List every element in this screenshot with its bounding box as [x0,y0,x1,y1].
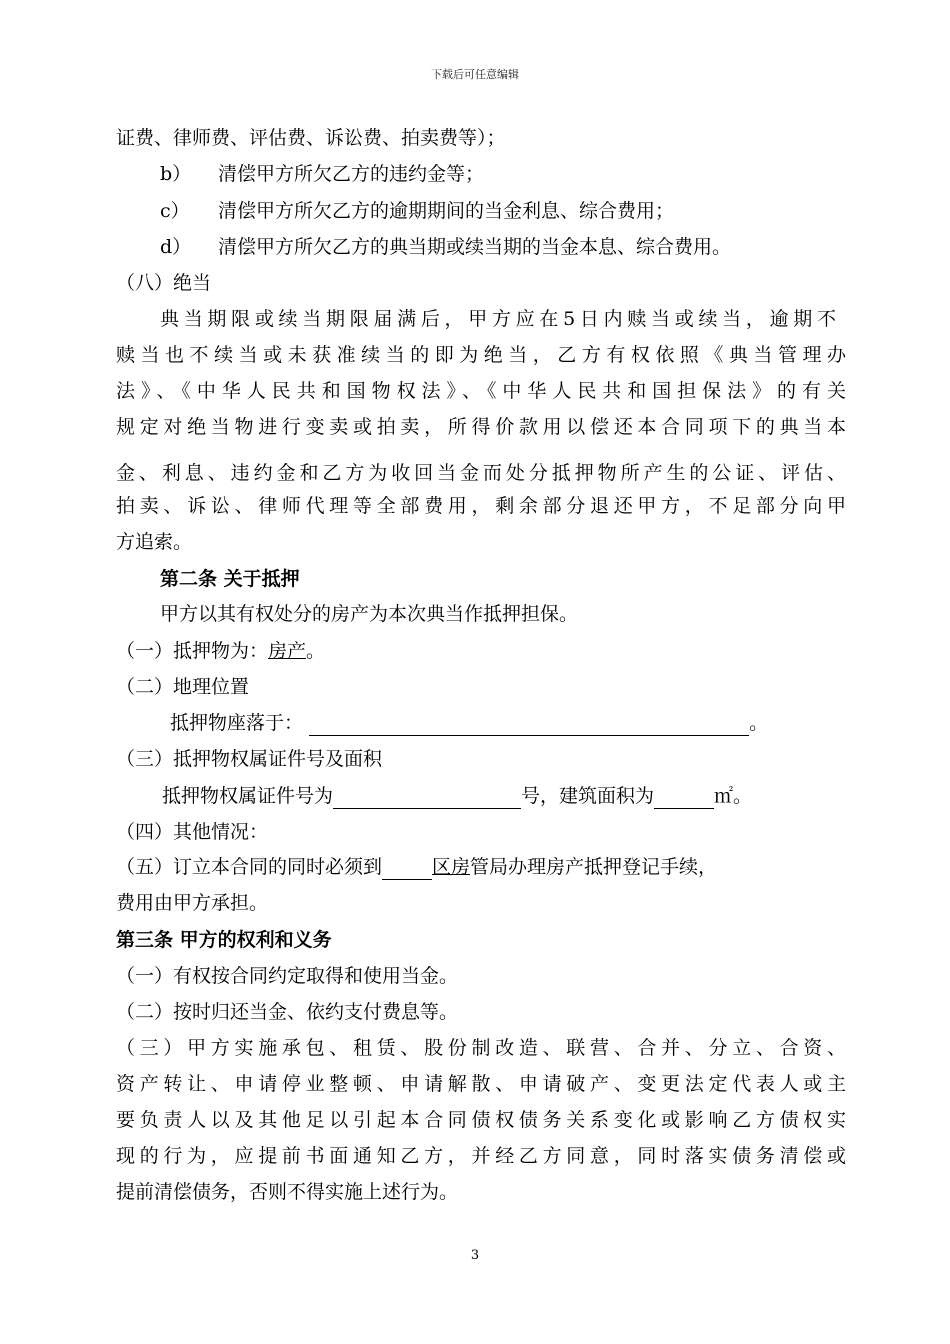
location-blank-field[interactable] [309,715,749,736]
paragraph-line: 金、利息、违约金和乙方为收回当金而处分抵押物所产生的公证、评估、 [116,462,846,484]
paragraph-line: 规定对绝当物进行变卖或拍卖，所得价款用以偿还本合同项下的典当本 [116,416,846,438]
article-3-item-3-line: 现的行为，应提前书面通知乙方，并经乙方同意，同时落实债务清偿或 [116,1145,846,1167]
article-2-intro: 甲方以其有权处分的房产为本次典当作抵押担保。 [160,603,579,625]
article-2-title: 第二条 关于抵押 [160,568,300,590]
location-label: 抵押物座落于： [170,712,304,734]
article-2-item-4: （四）其他情况： [116,821,269,843]
list-label: c） [160,200,190,222]
article-3-item-3-line: 资产转让、申请停业整顿、申请解散、申请破产、变更法定代表人或主 [116,1073,846,1095]
juedang-heading: （八）绝当 [116,272,212,294]
article-3-item-2: （二）按时归还当金、依约支付费息等。 [116,1001,459,1023]
certificate-row [162,783,752,809]
article-2-item-5 [116,854,717,880]
certificate-number-blank-field[interactable] [333,788,521,809]
area-label: 号，建筑面积为 [521,785,655,807]
list-item-b [160,161,484,187]
list-item-c [160,198,674,224]
district-blank-field[interactable] [382,858,432,880]
page-number: 3 [470,1248,480,1263]
list-item-d [160,234,731,260]
article-2-item-3-heading: （三）抵押物权属证件号及面积 [116,748,383,770]
article-3-item-3-line: （三）甲方实施承包、租赁、股份制改造、联营、合并、分立、合资、 [116,1037,846,1059]
paragraph-line: 赎当也不续当或未获准续当的即为绝当，乙方有权依照《典当管理办 [116,344,846,366]
article-3-item-3-line: 提前清偿债务，否则不得实施上述行为。 [116,1181,459,1203]
district-value: 区房 [432,856,471,878]
paragraph-line: 方追索。 [116,531,193,553]
item-prefix: （五）订立本合同的同时必须到 [116,856,383,878]
article-2-item-2-heading: （二）地理位置 [116,676,250,698]
list-text: 清偿甲方所欠乙方的违约金等； [218,163,485,185]
article-3-item-1: （一）有权按合同约定取得和使用当金。 [116,965,459,987]
article-2-item-1 [116,638,325,664]
paragraph-line: 典当期限或续当期限届满后，甲方应在5日内赎当或续当，逾期不 [160,308,836,330]
article-3-title: 第三条 甲方的权利和义务 [116,929,332,951]
article-2-item-5-line-2: 费用由甲方承担。 [116,892,269,914]
location-suffix: 。 [749,712,769,734]
article-3-item-3-line: 要负责人以及其他足以引起本合同债权债务关系变化或影响乙方债权实 [116,1109,846,1131]
paragraph-line: 法》、《中华人民共和国物权法》、《中华人民共和国担保法》的有关 [116,380,846,402]
page-header-note: 下载后可任意编辑 [431,68,519,81]
item-suffix: 。 [306,640,326,662]
paragraph-line: 拍卖、诉讼、律师代理等全部费用，剩余部分退还甲方，不足部分向甲 [116,495,846,517]
item-suffix: 管局办理房产抵押登记手续， [470,856,718,878]
location-row [170,710,768,736]
list-label: d） [160,236,192,258]
carry-over-line: 证费、律师费、评估费、诉讼费、拍卖费等）； [116,127,506,149]
area-unit: ㎡。 [714,785,753,807]
area-blank-field[interactable] [654,788,714,809]
item-prefix: （一）抵押物为： [116,640,269,662]
collateral-type-value: 房产 [268,640,307,662]
list-text: 清偿甲方所欠乙方的典当期或续当期的当金本息、综合费用。 [218,236,732,258]
list-label: b） [160,163,192,185]
list-text: 清偿甲方所欠乙方的逾期期间的当金利息、综合费用； [218,200,675,222]
certificate-label: 抵押物权属证件号为 [162,785,334,807]
